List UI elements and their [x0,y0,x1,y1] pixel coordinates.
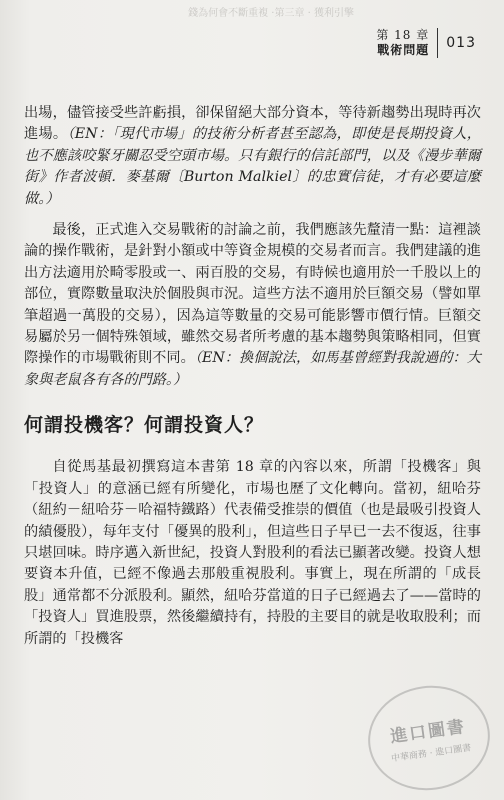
section-title: 戰術問題 [377,43,430,57]
bleed-through-text: 錢為何會不斷重複 ·第三章 · 獲利引擎 [188,8,354,19]
header-titles [376,28,438,58]
paragraph-1 [24,103,481,210]
editor-note-1: （EN：「現代市場」的技術分析者甚至認為，即使是長期投資人，也不應該咬緊牙關忍受空頭市場。只有銀行的信託部門，以及《漫步華爾街》作者波頓．麥基爾〔Burton Malkiel〕的忠實信徒，才有必要這麼做。） [24,126,481,207]
paragraph-1-text: 出場，儘管接受些許虧損，卻保留絕大部分資本，等待新趨勢出現時再次進場。 [24,105,481,143]
section-heading: 何謂投機客？何謂投資人？ [24,414,265,437]
paragraph-gap [24,210,481,220]
paragraph-3 [24,457,481,650]
import-book-stamp [361,678,496,798]
stamp-main-text: 進口圖書 [389,716,468,748]
editor-note-2: （EN：換個說法，如馬基曾經對我說過的：大象與老鼠各有各的門路。） [24,350,481,388]
running-header [376,28,476,58]
paragraph-3-text: 自從馬基最初撰寫這本書第 18 章的內容以來，所謂「投機客」與「投資人」的意涵已經有所變化，市場也歷了文化轉向。當初，紐哈芬（紐約－紐哈芬－哈福特鐵路）代表備受推崇的價值（也是最吸引投資人的績優股），每年支付「優異的股利」，但這些日子早已一去不復返，往事只堪回味。時序邁入新世紀，投資人對股利的看法已顯著改變。投資人想要資本升值，已經不像過去那般重視股利。事實上，現在所謂的「成長股」通常都不分派股利。顯然，紐哈芬當道的日子已經過去了——當時的「投資人」買進股票，然後繼續持有，持股的主要目的就是收取股利；而所謂的「投機客 [24,459,481,647]
stamp-sub-text: 中華商務 · 進口圖書 [390,743,472,765]
page-number: 013 [446,35,476,51]
page-body [24,103,481,650]
paragraph-2-text: 最後，正式進入交易戰術的討論之前，我們應該先釐清一點：這裡談論的操作戰術，是針對小額或中等資金規模的交易者而言。我們建議的進出方法適用於畸零股或一、兩百股的交易，有時候也適用於一千股以上的部位，實際數量取決於個股與市況。這些方法不適用於巨額交易（譬如單筆超過一萬股的交易），因為這等數量的交易可能影響市價行情。巨額交易屬於另一個特殊領域，雖然交易者所考慮的基本趨勢與策略相同，但實際操作的市場戰術則不同。 [24,222,481,367]
paragraph-2 [24,220,481,391]
chapter-label: 第 18 章 [376,28,430,42]
